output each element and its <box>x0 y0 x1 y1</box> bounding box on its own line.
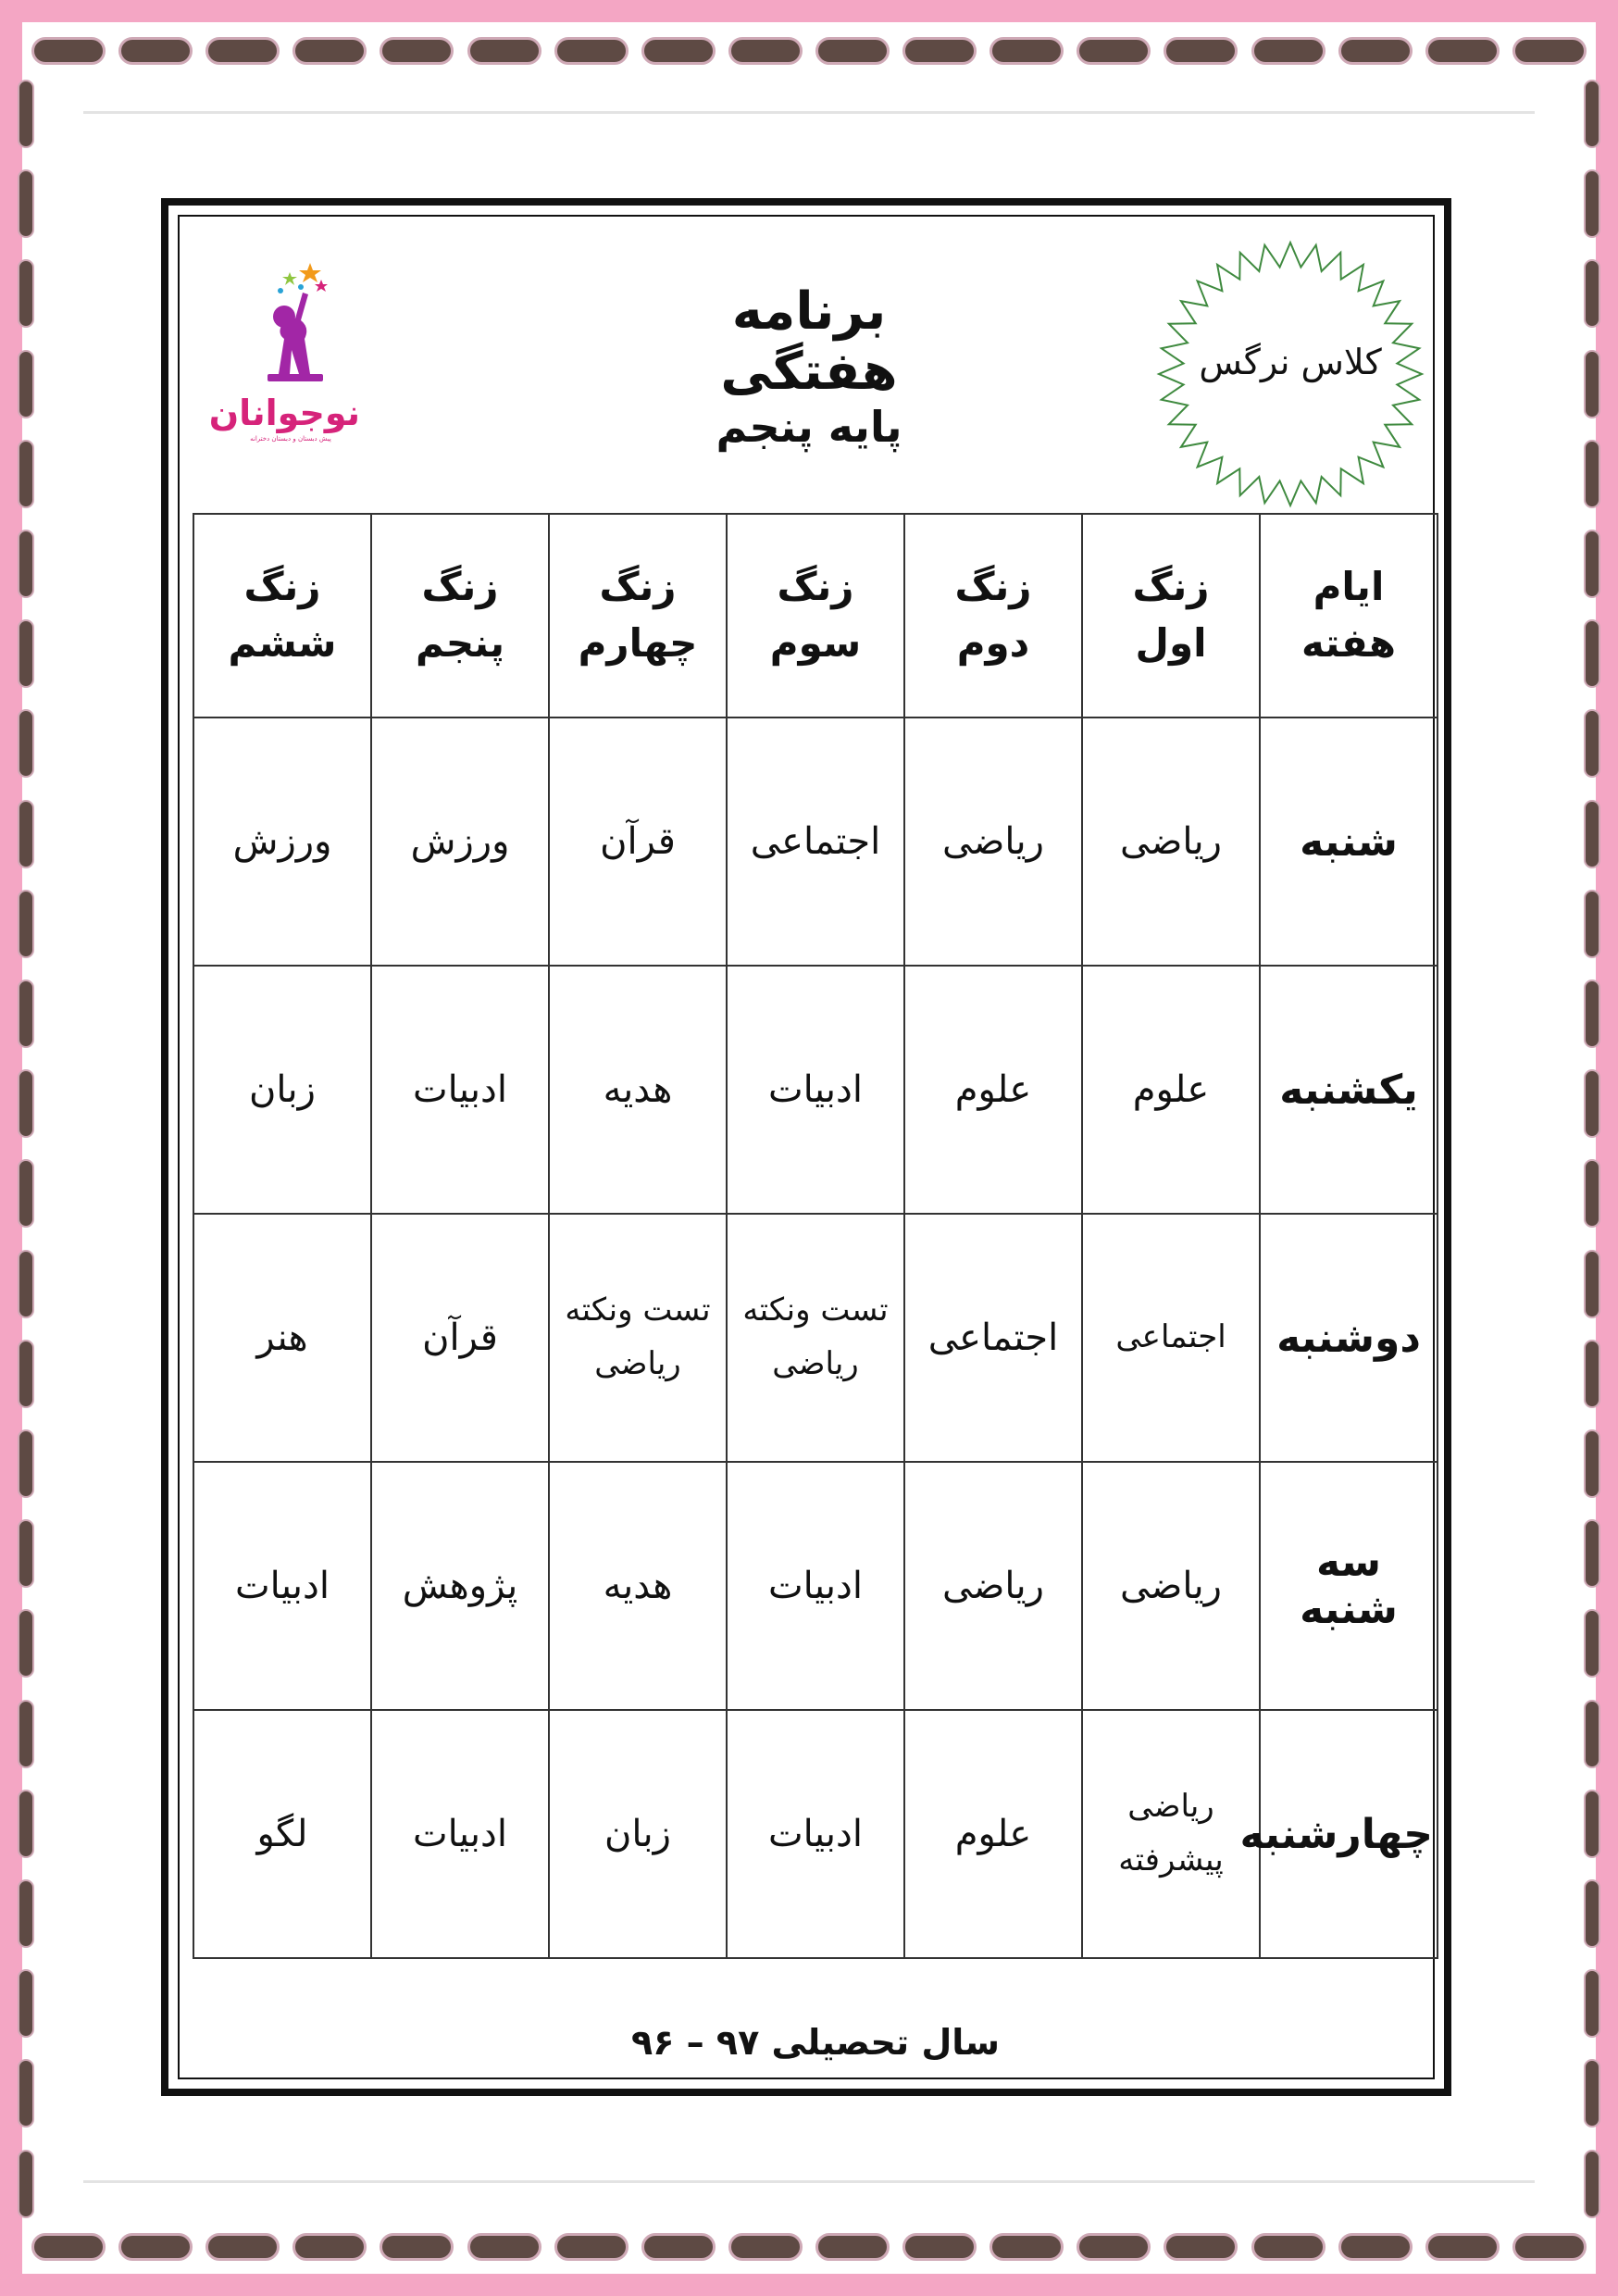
border-dash <box>1584 1429 1600 1498</box>
border-dash <box>18 169 34 238</box>
subject-cell: تست ونکته ریاضی <box>727 1214 904 1462</box>
day-cell: چهارشنبه <box>1260 1710 1438 1958</box>
class-badge <box>1151 235 1429 513</box>
border-dash <box>18 350 34 418</box>
subject-cell: ادبیات <box>193 1462 371 1710</box>
border-dash <box>1164 2233 1238 2261</box>
border-dash <box>18 1700 34 1768</box>
subject-cell: ریاضی <box>1082 718 1260 966</box>
subject-cell: اجتماعی <box>727 718 904 966</box>
day-cell: دوشنبه <box>1260 1214 1438 1462</box>
class-name: کلاس نرگس <box>1199 342 1382 382</box>
subject-cell: پژوهش <box>371 1462 549 1710</box>
academic-year: سال تحصیلی ۹۷ – ۹۶ <box>631 2022 1000 2063</box>
border-dash <box>1338 2233 1413 2261</box>
border-dash <box>18 2150 34 2218</box>
bottom-dashed-border <box>31 2229 1587 2265</box>
border-dash <box>1584 890 1600 958</box>
subject-cell: اجتماعی <box>1082 1214 1260 1462</box>
border-dash <box>18 1879 34 1948</box>
bell-ordinal: پنجم <box>415 620 505 666</box>
border-dash <box>1584 1250 1600 1318</box>
subject-cell: ادبیات <box>371 966 549 1214</box>
border-dash <box>989 37 1064 65</box>
table-row-saturday <box>193 718 1438 966</box>
border-dash <box>1584 2150 1600 2218</box>
border-dash <box>18 1429 34 1498</box>
border-dash <box>18 1250 34 1318</box>
bell-ordinal: دوم <box>956 620 1030 666</box>
subject-cell: ورزش <box>371 718 549 966</box>
right-dashed-border <box>1583 80 1601 2218</box>
border-dash <box>902 37 977 65</box>
subject-cell: ریاضی <box>904 1462 1082 1710</box>
bell-ordinal: چهارم <box>578 620 698 666</box>
bell-5-header <box>371 514 549 718</box>
border-dash <box>815 37 890 65</box>
subject-cell: ادبیات <box>727 1710 904 1958</box>
border-dash <box>554 2233 629 2261</box>
bell-label: زنگ <box>1132 564 1210 610</box>
border-dash <box>1584 1700 1600 1768</box>
subject-cell: هدیه <box>549 1462 727 1710</box>
subject-cell: علوم <box>1082 966 1260 1214</box>
border-dash <box>1584 1159 1600 1228</box>
bottom-divider <box>83 2180 1535 2183</box>
bell-label: زنگ <box>421 564 499 610</box>
subject-cell: لگو <box>193 1710 371 1958</box>
border-dash <box>641 37 716 65</box>
border-dash <box>1077 2233 1151 2261</box>
border-dash <box>1077 37 1151 65</box>
border-dash <box>118 37 193 65</box>
border-dash <box>1584 350 1600 418</box>
border-dash <box>18 980 34 1048</box>
day-cell: یکشنبه <box>1260 966 1438 1214</box>
border-dash <box>467 37 541 65</box>
weekly-schedule-table <box>193 513 1438 1959</box>
border-dash <box>18 1790 34 1858</box>
day-cell: سه شنبه <box>1260 1462 1438 1710</box>
subject-cell: زبان <box>549 1710 727 1958</box>
border-dash <box>1584 80 1600 148</box>
border-dash <box>1425 2233 1500 2261</box>
bell-ordinal: سوم <box>769 620 862 666</box>
subject-cell: قرآن <box>371 1214 549 1462</box>
border-dash <box>1584 2059 1600 2128</box>
schedule-inner-frame <box>178 215 1435 2079</box>
bell-6-header <box>193 514 371 718</box>
bell-label: زنگ <box>243 564 321 610</box>
page-title: برنامه هفتگی <box>720 281 898 402</box>
border-dash <box>31 2233 106 2261</box>
border-dash <box>1584 1879 1600 1948</box>
subject-cell: ریاضی <box>904 718 1082 966</box>
table-row-sunday <box>193 966 1438 1214</box>
subject-cell: اجتماعی <box>904 1214 1082 1462</box>
subject-cell: ریاضی پیشرفته <box>1082 1710 1260 1958</box>
border-dash <box>815 2233 890 2261</box>
subject-cell: ادبیات <box>727 1462 904 1710</box>
border-dash <box>18 619 34 688</box>
border-dash <box>1584 1340 1600 1408</box>
border-dash <box>1584 169 1600 238</box>
schedule-frame <box>161 198 1451 2096</box>
bell-label: زنگ <box>599 564 677 610</box>
border-dash <box>1584 1790 1600 1858</box>
border-dash <box>118 2233 193 2261</box>
border-dash <box>18 1069 34 1138</box>
border-dash <box>1584 1969 1600 2038</box>
bell-2-header <box>904 514 1082 718</box>
border-dash <box>1425 37 1500 65</box>
border-dash <box>205 2233 280 2261</box>
border-dash <box>641 2233 716 2261</box>
border-dash <box>18 1340 34 1408</box>
border-dash <box>1338 37 1413 65</box>
border-dash <box>1512 37 1587 65</box>
subject-cell: زبان <box>193 966 371 1214</box>
border-dash <box>205 37 280 65</box>
logo-caption: پیش دبستان و دبستان دخترانه <box>250 435 331 443</box>
border-dash <box>18 800 34 868</box>
subject-cell: قرآن <box>549 718 727 966</box>
top-divider <box>83 111 1535 114</box>
border-dash <box>18 2059 34 2128</box>
subject-cell: ریاضی <box>1082 1462 1260 1710</box>
border-dash <box>1584 619 1600 688</box>
border-dash <box>1584 1519 1600 1588</box>
table-row-monday <box>193 1214 1438 1462</box>
left-dashed-border <box>17 80 35 2218</box>
border-dash <box>554 37 629 65</box>
border-dash <box>380 2233 454 2261</box>
table-header-row <box>193 514 1438 718</box>
border-dash <box>1584 440 1600 508</box>
border-dash <box>1584 259 1600 328</box>
table-row-tuesday <box>193 1462 1438 1710</box>
logo-wordmark: نوجوانان <box>208 393 360 433</box>
table-row-wednesday <box>193 1710 1438 1958</box>
border-dash <box>728 37 803 65</box>
border-dash <box>18 1609 34 1678</box>
bell-ordinal: ششم <box>228 620 337 666</box>
bell-ordinal: اول <box>1135 620 1207 666</box>
border-dash <box>1584 709 1600 778</box>
subject-cell: هنر <box>193 1214 371 1462</box>
border-dash <box>18 530 34 598</box>
border-dash <box>1584 980 1600 1048</box>
border-dash <box>1584 1069 1600 1138</box>
border-dash <box>18 259 34 328</box>
bell-4-header <box>549 514 727 718</box>
border-dash <box>467 2233 541 2261</box>
bell-label: زنگ <box>954 564 1032 610</box>
border-dash <box>18 80 34 148</box>
border-dash <box>902 2233 977 2261</box>
subject-cell: هدیه <box>549 966 727 1214</box>
border-dash <box>31 37 106 65</box>
border-dash <box>18 709 34 778</box>
bell-3-header <box>727 514 904 718</box>
border-dash <box>1512 2233 1587 2261</box>
border-dash <box>380 37 454 65</box>
top-dashed-border <box>31 33 1587 69</box>
border-dash <box>292 2233 367 2261</box>
border-dash <box>1251 2233 1326 2261</box>
school-logo <box>208 254 369 448</box>
border-dash <box>18 1159 34 1228</box>
border-dash <box>1251 37 1326 65</box>
day-cell: شنبه <box>1260 718 1438 966</box>
subject-cell: ادبیات <box>371 1710 549 1958</box>
girl-reaching-stars-icon <box>221 254 369 393</box>
bell-1-header <box>1082 514 1260 718</box>
subject-cell: علوم <box>904 1710 1082 1958</box>
border-dash <box>1164 37 1238 65</box>
border-dash <box>1584 1609 1600 1678</box>
border-dash <box>18 890 34 958</box>
border-dash <box>18 1969 34 2038</box>
border-dash <box>18 440 34 508</box>
border-dash <box>1584 530 1600 598</box>
border-dash <box>292 37 367 65</box>
grade-title: پایه پنجم <box>716 402 902 452</box>
subject-cell: علوم <box>904 966 1082 1214</box>
border-dash <box>1584 800 1600 868</box>
subject-cell: تست ونکته ریاضی <box>549 1214 727 1462</box>
bell-label: زنگ <box>777 564 854 610</box>
subject-cell: ادبیات <box>727 966 904 1214</box>
days-column-header: ایام هفته <box>1260 514 1438 718</box>
border-dash <box>728 2233 803 2261</box>
subject-cell: ورزش <box>193 718 371 966</box>
border-dash <box>18 1519 34 1588</box>
border-dash <box>989 2233 1064 2261</box>
